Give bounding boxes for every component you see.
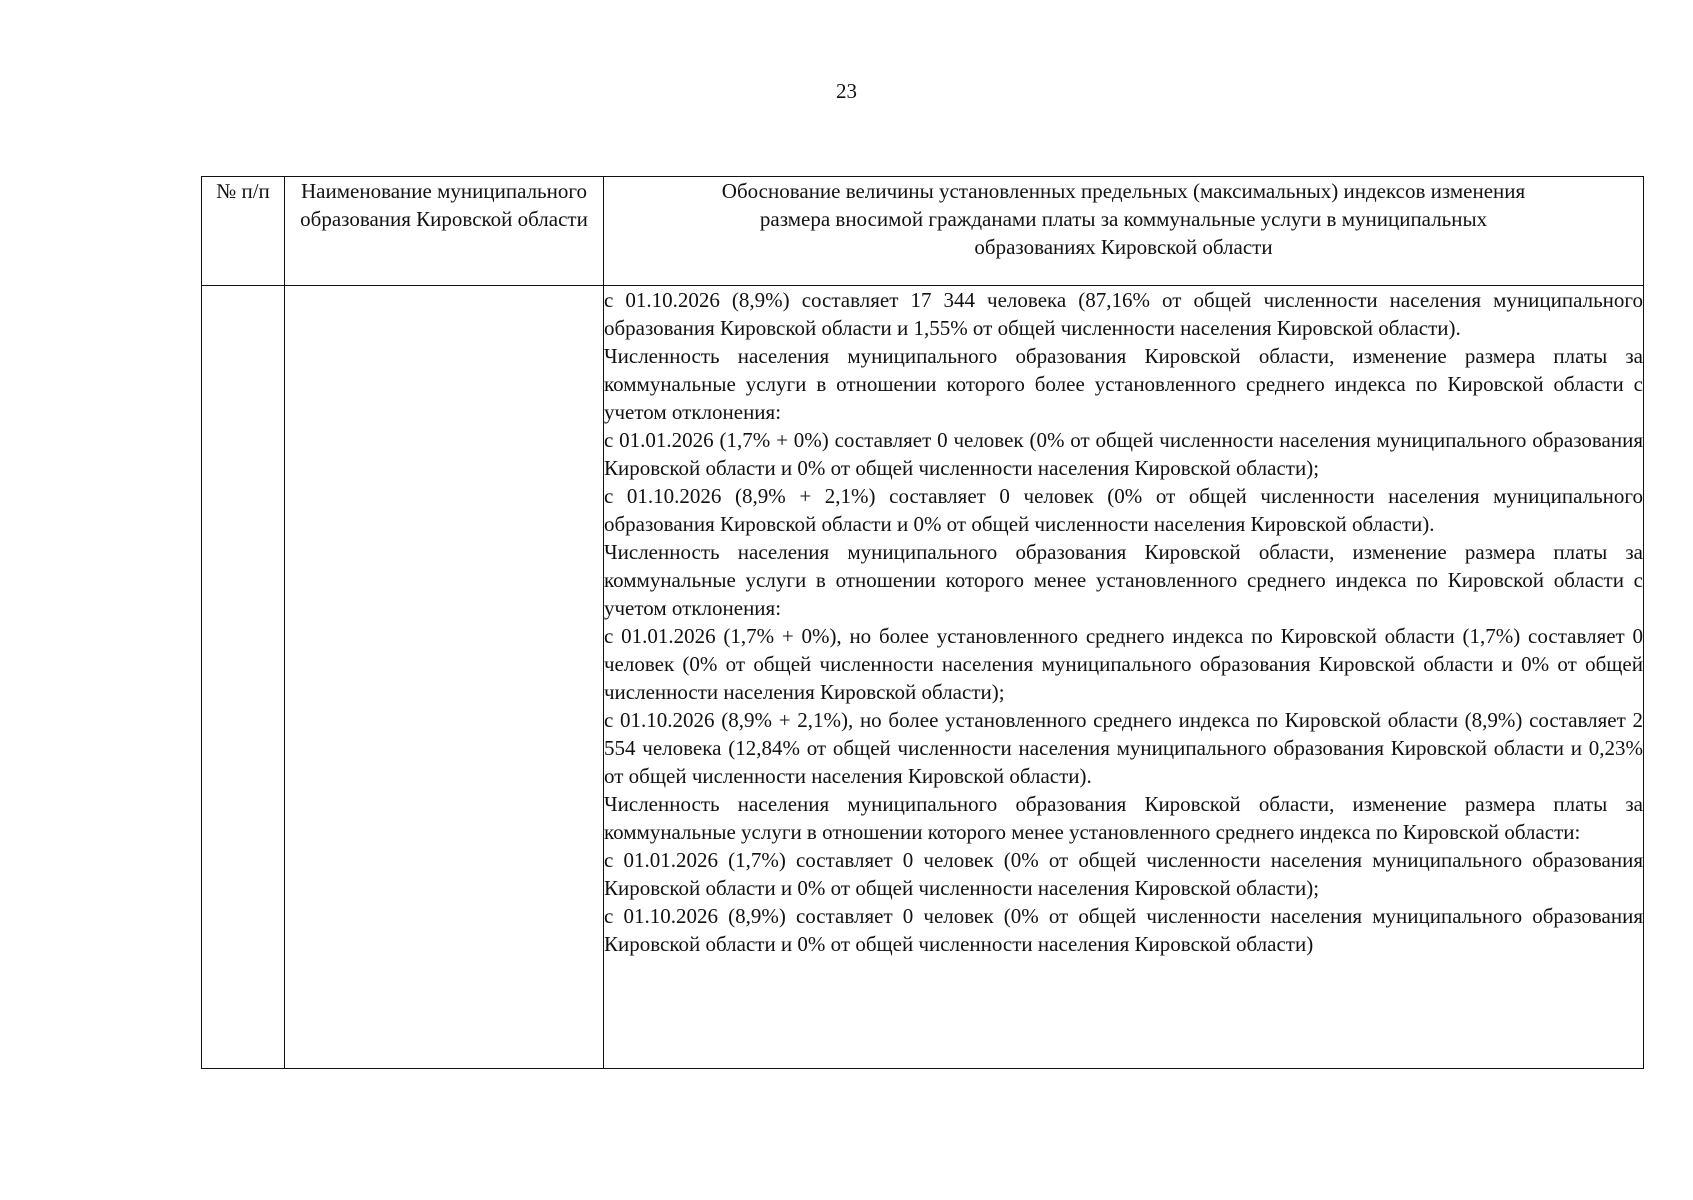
paragraph: Численность населения муниципального образования Кировской области, изменение размера платы за коммунальные услуги в отношении которого менее установленного среднего индекса по Кировской области: (604, 792, 1643, 844)
paragraph: Численность населения муниципального образования Кировской области, изменение размера платы за коммунальные услуги в отношении которого менее установленного среднего индекса по Кировской области с учетом отклонения: (604, 540, 1643, 620)
header-municipality-name: Наименование муниципального образования Кировской области (285, 177, 604, 286)
table-header-row (202, 177, 1644, 286)
cell-municipality-name (285, 286, 604, 1069)
header-justification: Обоснование величины установленных предельных (максимальных) индексов изменения размера вносимой гражданами платы за коммунальные услуги в муниципальных образованиях Кировской области (604, 177, 1644, 286)
page-number: 23 (836, 79, 857, 103)
paragraph: Численность населения муниципального образования Кировской области, изменение размера платы за коммунальные услуги в отношении которого более установленного среднего индекса по Кировской области с учетом отклонения: (604, 344, 1643, 424)
paragraph: с 01.01.2026 (1,7% + 0%) составляет 0 человек (0% от общей численности населения муниципального образования Кировской области и 0% от общей численности населения Кировской области); (604, 428, 1643, 480)
header-number: № п/п (202, 177, 285, 286)
paragraph: с 01.10.2026 (8,9%) составляет 0 человек (0% от общей численности населения муниципального образования Кировской области и 0% от общей численности населения Кировской области) (604, 904, 1643, 956)
paragraph: с 01.10.2026 (8,9% + 2,1%), но более установленного среднего индекса по Кировской области (8,9%) составляет 2 554 человека (12,84% от общей численности населения муниципального образования Кировской области и 0,23% от общей численности населения Кировской области). (604, 708, 1643, 788)
paragraph: с 01.10.2026 (8,9%) составляет 17 344 человека (87,16% от общей численности населения муниципального образования Кировской области и 1,55% от общей численности населения Кировской области). (604, 288, 1643, 340)
cell-number (202, 286, 285, 1069)
paragraph: с 01.01.2026 (1,7%) составляет 0 человек (0% от общей численности населения муниципального образования Кировской области и 0% от общей численности населения Кировской области); (604, 848, 1643, 900)
paragraph: с 01.01.2026 (1,7% + 0%), но более установленного среднего индекса по Кировской области (1,7%) составляет 0 человек (0% от общей численности населения муниципального образования Кировской области и 0% от общей численности населения Кировской области); (604, 624, 1643, 704)
justification-table (201, 176, 1644, 1069)
paragraph: с 01.10.2026 (8,9% + 2,1%) составляет 0 человек (0% от общей численности населения муниципального образования Кировской области и 0% от общей численности населения Кировской области). (604, 484, 1643, 536)
table-row (202, 286, 1644, 1069)
cell-justification (604, 286, 1644, 1069)
